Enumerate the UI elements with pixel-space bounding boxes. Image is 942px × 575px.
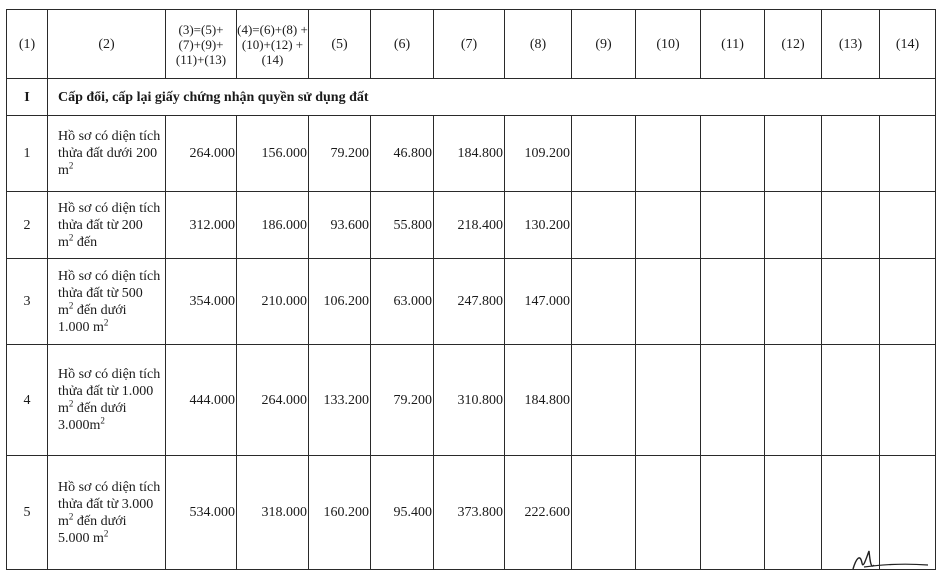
header-cell-8: (8) bbox=[505, 10, 572, 79]
value-cell-col6: 95.400 bbox=[371, 456, 434, 570]
table-row bbox=[7, 116, 936, 192]
section-row bbox=[7, 79, 936, 116]
value-cell-col7: 218.400 bbox=[434, 192, 505, 259]
empty-cell-col9 bbox=[572, 192, 636, 259]
table-body bbox=[7, 116, 936, 570]
table-row bbox=[7, 259, 936, 345]
empty-cell-col10 bbox=[636, 192, 701, 259]
description-desc-sup2: 2 bbox=[103, 316, 109, 327]
empty-cell-col13 bbox=[822, 345, 880, 456]
description-desc-post: đến dưới 1.000 m bbox=[58, 302, 127, 335]
header-cell-9: (9) bbox=[572, 10, 636, 79]
table-row bbox=[7, 345, 936, 456]
empty-cell-col12 bbox=[765, 116, 822, 192]
header-cell-6: (6) bbox=[371, 10, 434, 79]
section-title: Cấp đổi, cấp lại giấy chứng nhận quyền sử dụng đất bbox=[48, 79, 936, 116]
empty-cell-col11 bbox=[701, 116, 765, 192]
value-cell-col3: 264.000 bbox=[166, 116, 237, 192]
value-cell-col4: 264.000 bbox=[237, 345, 309, 456]
empty-cell-col12 bbox=[765, 259, 822, 345]
empty-cell-col9 bbox=[572, 116, 636, 192]
description-desc-sup2: 2 bbox=[103, 527, 109, 538]
value-cell-col6: 55.800 bbox=[371, 192, 434, 259]
row-number: 4 bbox=[7, 345, 48, 456]
description-desc-post: đến dưới 3.000m bbox=[58, 401, 127, 433]
empty-cell-col13 bbox=[822, 116, 880, 192]
value-cell-col5: 160.200 bbox=[309, 456, 371, 570]
empty-cell-col13 bbox=[822, 192, 880, 259]
value-cell-col6: 79.200 bbox=[371, 345, 434, 456]
section-number: I bbox=[7, 79, 48, 116]
value-cell-col8: 184.800 bbox=[505, 345, 572, 456]
empty-cell-col11 bbox=[701, 345, 765, 456]
value-cell-col3: 312.000 bbox=[166, 192, 237, 259]
row-number: 3 bbox=[7, 259, 48, 345]
value-cell-col5: 106.200 bbox=[309, 259, 371, 345]
value-cell-col8: 130.200 bbox=[505, 192, 572, 259]
empty-cell-col9 bbox=[572, 345, 636, 456]
value-cell-col8: 222.600 bbox=[505, 456, 572, 570]
table-row bbox=[7, 456, 936, 570]
value-cell-col4: 210.000 bbox=[237, 259, 309, 345]
row-description bbox=[48, 456, 166, 570]
row-description bbox=[48, 259, 166, 345]
value-cell-col7: 247.800 bbox=[434, 259, 505, 345]
empty-cell-col10 bbox=[636, 259, 701, 345]
value-cell-col3: 354.000 bbox=[166, 259, 237, 345]
value-cell-col5: 133.200 bbox=[309, 345, 371, 456]
header-cell-4: (4)=(6)+(8) +(10)+(12) +(14) bbox=[237, 10, 309, 79]
row-description bbox=[48, 345, 166, 456]
empty-cell-col9 bbox=[572, 259, 636, 345]
row-description bbox=[48, 192, 166, 259]
value-cell-col6: 63.000 bbox=[371, 259, 434, 345]
header-cell-5: (5) bbox=[309, 10, 371, 79]
description-desc-pre: Hồ sơ có diện tích thửa đất dưới 200 m bbox=[58, 129, 161, 178]
value-cell-col7: 310.800 bbox=[434, 345, 505, 456]
header-cell-12: (12) bbox=[765, 10, 822, 79]
empty-cell-col10 bbox=[636, 116, 701, 192]
value-cell-col6: 46.800 bbox=[371, 116, 434, 192]
empty-cell-col11 bbox=[701, 192, 765, 259]
empty-cell-col14 bbox=[880, 345, 936, 456]
value-cell-col7: 373.800 bbox=[434, 456, 505, 570]
empty-cell-col12 bbox=[765, 456, 822, 570]
signature-mark bbox=[850, 545, 930, 575]
value-cell-col3: 534.000 bbox=[166, 456, 237, 570]
empty-cell-col13 bbox=[822, 259, 880, 345]
description-desc-pre: Hồ sơ có diện tích thửa đất từ 500 m bbox=[58, 268, 161, 318]
empty-cell-col9 bbox=[572, 456, 636, 570]
value-cell-col4: 318.000 bbox=[237, 456, 309, 570]
value-cell-col5: 79.200 bbox=[309, 116, 371, 192]
header-cell-1: (1) bbox=[7, 10, 48, 79]
header-cell-11: (11) bbox=[701, 10, 765, 79]
row-number: 2 bbox=[7, 192, 48, 259]
header-cell-2: (2) bbox=[48, 10, 166, 79]
value-cell-col7: 184.800 bbox=[434, 116, 505, 192]
value-cell-col3: 444.000 bbox=[166, 345, 237, 456]
description-desc-sup: 2 bbox=[68, 510, 74, 521]
description-desc-sup: 2 bbox=[68, 160, 74, 171]
row-description bbox=[48, 116, 166, 192]
table-row bbox=[7, 192, 936, 259]
empty-cell-col12 bbox=[765, 192, 822, 259]
value-cell-col4: 156.000 bbox=[237, 116, 309, 192]
value-cell-col5: 93.600 bbox=[309, 192, 371, 259]
row-number: 5 bbox=[7, 456, 48, 570]
row-number: 1 bbox=[7, 116, 48, 192]
empty-cell-col12 bbox=[765, 345, 822, 456]
description-desc-pre: Hồ sơ có diện tích thửa đất từ 200 m bbox=[58, 200, 161, 250]
header-cell-14: (14) bbox=[880, 10, 936, 79]
description-desc-pre: Hồ sơ có diện tích thửa đất từ 1.000 m bbox=[58, 367, 161, 416]
header-cell-3: (3)=(5)+ (7)+(9)+ (11)+(13) bbox=[166, 10, 237, 79]
description-desc-sup2: 2 bbox=[100, 415, 105, 426]
empty-cell-col11 bbox=[701, 456, 765, 570]
description-desc-post: đến bbox=[73, 234, 98, 250]
empty-cell-col14 bbox=[880, 259, 936, 345]
value-cell-col8: 147.000 bbox=[505, 259, 572, 345]
empty-cell-col14 bbox=[880, 192, 936, 259]
value-cell-col8: 109.200 bbox=[505, 116, 572, 192]
header-cell-13: (13) bbox=[822, 10, 880, 79]
description-desc-sup: 2 bbox=[68, 299, 74, 310]
header-cell-10: (10) bbox=[636, 10, 701, 79]
empty-cell-col14 bbox=[880, 116, 936, 192]
description-desc-sup: 2 bbox=[68, 398, 74, 409]
fee-table bbox=[6, 9, 936, 570]
value-cell-col4: 186.000 bbox=[237, 192, 309, 259]
description-desc-sup: 2 bbox=[68, 231, 74, 242]
empty-cell-col11 bbox=[701, 259, 765, 345]
header-cell-7: (7) bbox=[434, 10, 505, 79]
description-desc-post: đến dưới 5.000 m bbox=[58, 513, 127, 546]
empty-cell-col10 bbox=[636, 456, 701, 570]
header-row bbox=[7, 10, 936, 79]
description-desc-pre: Hồ sơ có diện tích thửa đất từ 3.000 m bbox=[58, 479, 161, 529]
empty-cell-col10 bbox=[636, 345, 701, 456]
